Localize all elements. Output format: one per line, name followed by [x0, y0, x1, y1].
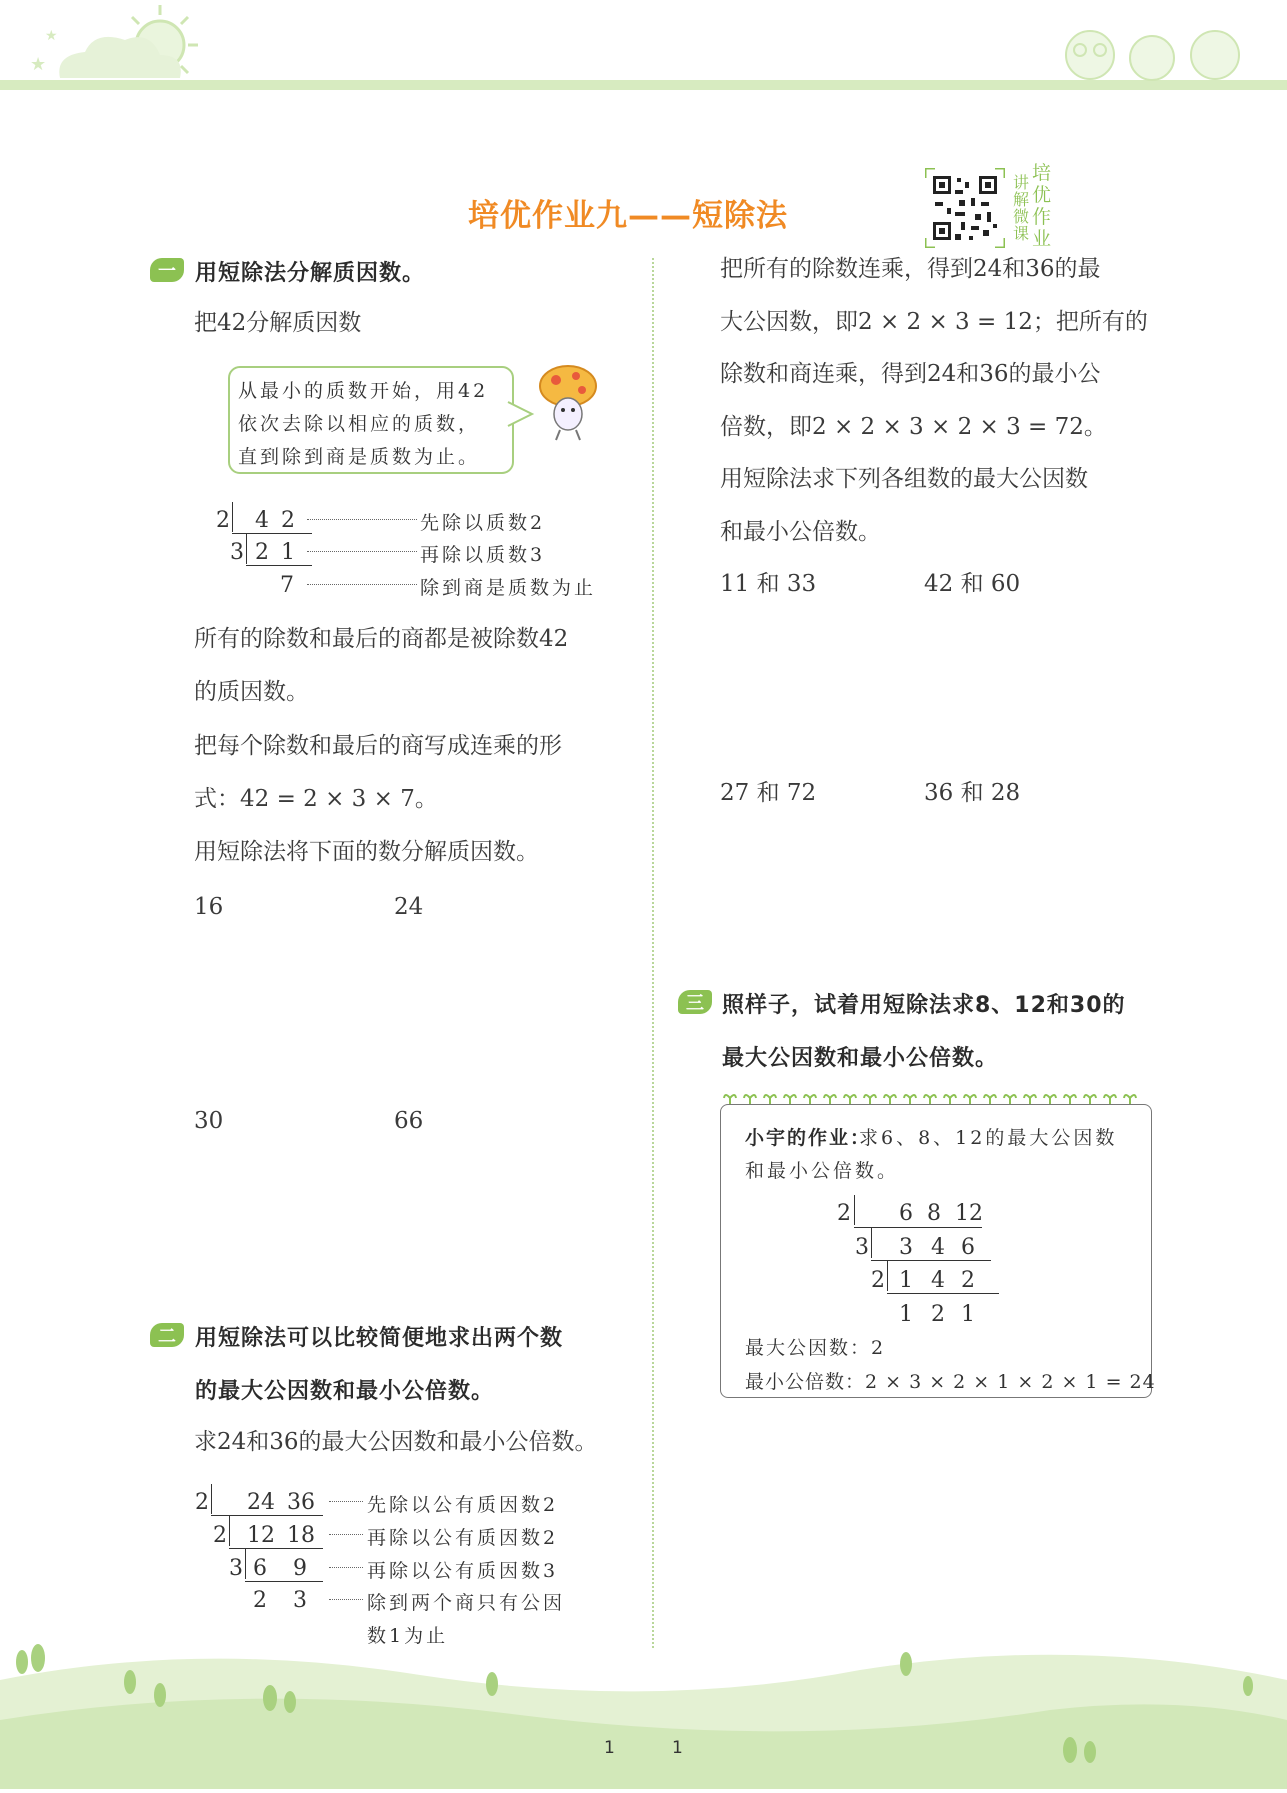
section2-intro: 求24和36的最大公因数和最小公倍数。 [194, 1429, 598, 1455]
animal-characters-icon [1066, 31, 1239, 80]
qr-side-text-1: 讲解微课 [1013, 173, 1030, 243]
section2-explain-line1: 把所有的除数连乘，得到24和36的最 [720, 256, 1101, 282]
div-divisor: 3 [230, 540, 244, 565]
div-divisor: 3 [229, 1556, 243, 1581]
div-number: 18 [287, 1523, 315, 1548]
div-divisor: 2 [213, 1523, 227, 1548]
div-quotient: 1 [899, 1302, 913, 1327]
example-text-1: 求6、8、12的最大公因数 [859, 1127, 1118, 1149]
section3-badge: 三 [678, 990, 712, 1014]
div-number: 2 [961, 1268, 975, 1293]
div-quotient: 3 [293, 1588, 307, 1613]
div-number: 2 [281, 508, 295, 533]
example-lcm: 最小公倍数：2 × 3 × 2 × 1 × 2 × 1 = 24 [745, 1371, 1156, 1393]
section1-task: 用短除法将下面的数分解质因数。 [194, 839, 539, 865]
section2-task-line1: 用短除法求下列各组数的最大公因数 [720, 466, 1088, 492]
div-number: 12 [955, 1201, 983, 1226]
div-number: 4 [931, 1235, 945, 1260]
exercise-36-28: 36 和 28 [924, 780, 1021, 806]
example-text-2: 和最小公倍数。 [745, 1160, 900, 1182]
section2-explain-line2: 大公因数，即2 × 2 × 3 = 12；把所有的 [720, 309, 1148, 335]
div-number: 1 [281, 540, 295, 565]
div-number: 6 [961, 1235, 975, 1260]
div-number: 9 [293, 1556, 307, 1581]
div-divisor: 2 [195, 1490, 209, 1515]
section2-task-line2: 和最小公倍数。 [720, 519, 881, 545]
div-quotient: 7 [280, 573, 294, 598]
page-number-left: 1 [604, 1738, 615, 1758]
hint-line-1: 从最小的质数开始，用42 [238, 380, 489, 402]
exercise-16: 16 [194, 894, 224, 920]
section1-intro: 把42分解质因数 [194, 310, 362, 336]
section1-para2-line1: 把每个除数和最后的商写成连乘的形 [194, 733, 562, 759]
div-number: 4 [931, 1268, 945, 1293]
div-quotient: 2 [931, 1302, 945, 1327]
div-divisor: 2 [216, 508, 230, 533]
div-number: 24 [247, 1490, 275, 1515]
div-divisor: 2 [871, 1268, 885, 1293]
div-note: 先除以公有质因数2 [367, 1494, 559, 1516]
column-divider [652, 258, 654, 1648]
hint-line-2: 依次去除以相应的质数， [238, 413, 481, 435]
div-note: 再除以公有质因数3 [367, 1560, 559, 1582]
hint-bubble [228, 366, 514, 474]
mushroom-character-icon [536, 362, 600, 444]
div-number: 3 [899, 1235, 913, 1260]
section1-para2-line2: 式：42 = 2 × 3 × 7。 [194, 786, 438, 812]
qr-side-text-2: 培优作业 [1032, 162, 1052, 250]
exercise-42-60: 42 和 60 [924, 571, 1021, 597]
section1-heading: 用短除法分解质因数。 [195, 261, 426, 286]
section3-heading-line1: 照样子，试着用短除法求8、12和30的 [722, 993, 1126, 1018]
div-number: 8 [927, 1201, 941, 1226]
section2-heading-line1: 用短除法可以比较简便地求出两个数 [195, 1326, 564, 1351]
div-number: 6 [253, 1556, 267, 1581]
example-homework-box [720, 1104, 1156, 1398]
section1-para1-line1: 所有的除数和最后的商都是被除数42 [194, 626, 569, 652]
page-title: 培优作业九——短除法 [468, 198, 788, 234]
section2-badge: 二 [150, 1323, 184, 1347]
section2-heading-line2: 的最大公因数和最小公倍数。 [195, 1379, 495, 1404]
div-quotient: 2 [253, 1588, 267, 1613]
example-label: 小宇的作业： [745, 1127, 872, 1149]
exercise-30: 30 [194, 1108, 224, 1134]
header-decoration [0, 0, 1287, 100]
div-note: 除到两个商只有公因 [367, 1592, 566, 1614]
footer-decoration [0, 1640, 1287, 1789]
section2-explain-line3: 除数和商连乘，得到24和36的最小公 [720, 361, 1101, 387]
example-gcd: 最大公因数：2 [745, 1337, 886, 1359]
div-divisor: 3 [855, 1235, 869, 1260]
div-number: 36 [287, 1490, 315, 1515]
section2-explain-line4: 倍数，即2 × 2 × 3 × 2 × 3 = 72。 [720, 414, 1107, 440]
division-24-36 [195, 1484, 615, 1647]
hills-art [0, 1640, 1287, 1789]
section3-heading-line2: 最大公因数和最小公倍数。 [722, 1046, 999, 1071]
div-note: 除到商是质数为止 [420, 577, 597, 599]
div-note: 再除以公有质因数2 [367, 1527, 559, 1549]
div-quotient: 1 [961, 1302, 975, 1327]
exercise-66: 66 [394, 1108, 424, 1134]
div-number: 12 [247, 1523, 275, 1548]
section1-badge: 一 [150, 258, 184, 282]
div-divisor: 2 [837, 1201, 851, 1226]
svg-text:★: ★ [30, 54, 47, 75]
exercise-24: 24 [394, 894, 424, 920]
bubble-tail [506, 400, 536, 430]
div-number: 1 [899, 1268, 913, 1293]
div-number: 2 [255, 540, 269, 565]
div-number: 6 [899, 1201, 913, 1226]
div-note: 先除以质数2 [420, 512, 546, 534]
exercise-11-33: 11 和 33 [720, 571, 817, 597]
div-note: 数1为止 [367, 1625, 449, 1647]
svg-text:★: ★ [45, 28, 58, 44]
div-number: 4 [255, 508, 269, 533]
section1-para1-line2: 的质因数。 [194, 679, 309, 705]
div-note: 再除以质数3 [420, 544, 546, 566]
page-number-right: 1 [672, 1738, 683, 1758]
hint-line-3: 直到除到商是质数为止。 [238, 446, 481, 468]
exercise-27-72: 27 和 72 [720, 780, 817, 806]
qr-code-icon [925, 168, 1005, 248]
qr-code[interactable] [925, 168, 1005, 248]
division-42 [212, 500, 632, 610]
header-art [0, 0, 1287, 100]
